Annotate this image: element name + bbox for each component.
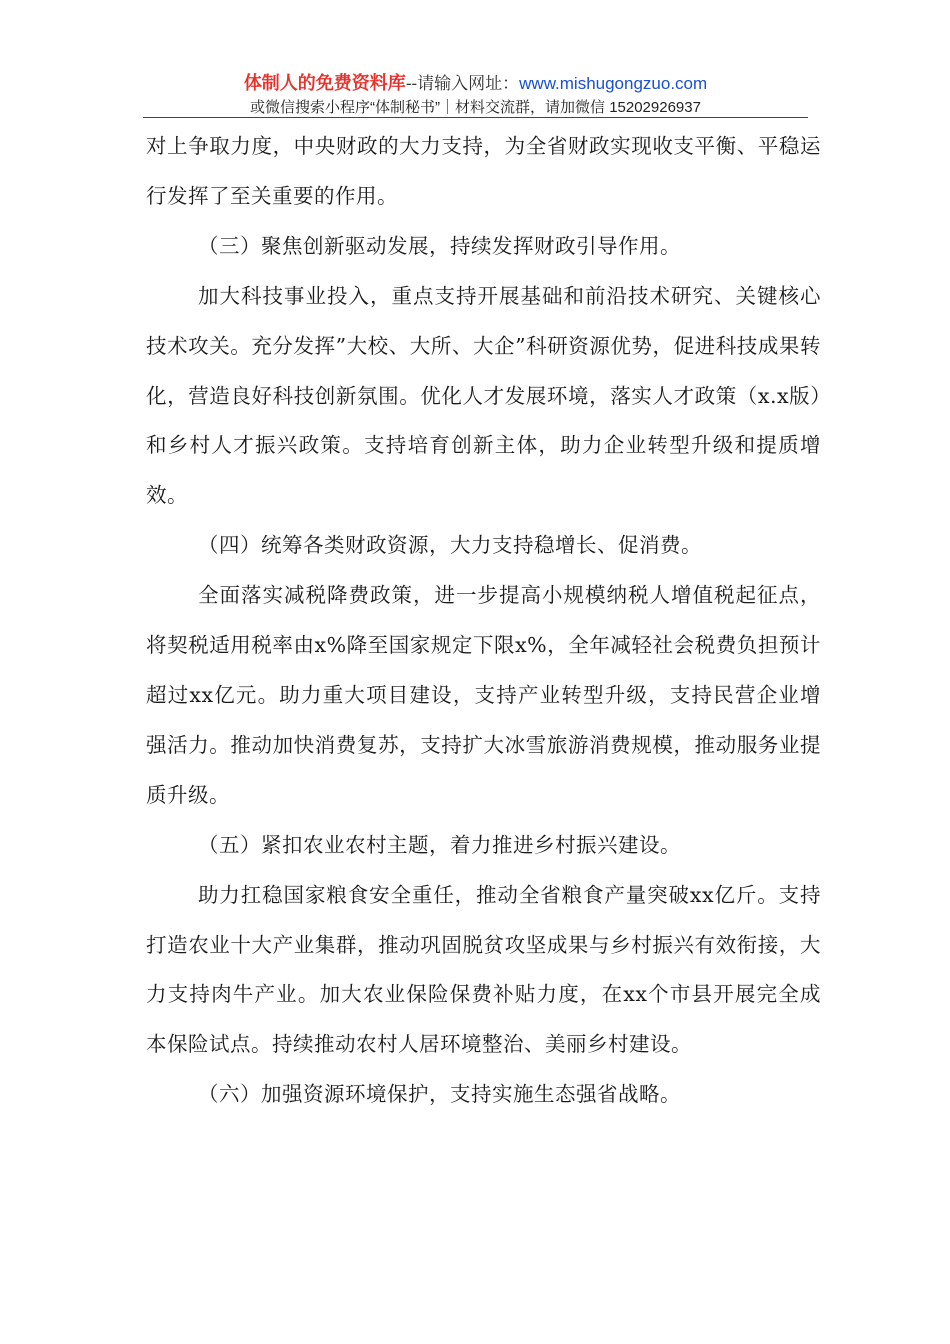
section-heading-6: （六）加强资源环境保护，支持实施生态强省战略。 xyxy=(198,1082,681,1107)
document-body xyxy=(146,122,821,1120)
header-line-1 xyxy=(143,70,808,97)
paragraph-section-5: 助力扛稳国家粮食安全重任，推动全省粮食产量突破xx亿斤。支持打造农业十大产业集群，推动巩固脱贫攻坚成果与乡村振兴有效衔接，大力支持肉牛产业。加大农业保险保费补贴力度，在xx个市县开展完全成本保险试点。持续推动农村人居环境整治、美丽乡村建设。 xyxy=(146,882,821,1057)
section-heading-5: （五）紧扣农业农村主题，着力推进乡村振兴建设。 xyxy=(198,832,681,857)
header-brand: 体制人的免费资料库 xyxy=(243,73,406,93)
paragraph-section-4: 全面落实减税降费政策，进一步提高小规模纳税人增值税起征点，将契税适用税率由x%降至国家规定下限x%，全年减轻社会税费负担预计超过xx亿元。助力重大项目建设，支持产业转型升级，支持民营企业增强活力。推动加快消费复苏，支持扩大冰雪旅游消费规模，推动服务业提质升级。 xyxy=(146,583,821,807)
header-line-2: 或微信搜索小程序“体制秘书”｜材料交流群，请加微信 15202926937 xyxy=(250,99,701,116)
paragraph-continuation: 对上争取力度，中央财政的大力支持，为全省财政实现收支平衡、平稳运行发挥了至关重要的作用。 xyxy=(146,134,821,208)
header-divider xyxy=(143,117,808,118)
section-heading-4: （四）统筹各类财政资源，大力支持稳增长、促消费。 xyxy=(198,533,702,558)
header-prompt: --请输入网址： xyxy=(405,74,520,93)
paragraph-section-3: 加大科技事业投入，重点支持开展基础和前沿技术研究、关键核心技术攻关。充分发挥”大校、大所、大企”科研资源优势，促进科技成果转化，营造良好科技创新氛围。优化人才发展环境，落实人才政策（x.x版）和乡村人才振兴政策。支持培育创新主体，助力企业转型升级和提质增效。 xyxy=(146,283,821,508)
header-url-link[interactable]: www.mishugongzuo.com xyxy=(519,74,708,93)
section-heading-3: （三）聚焦创新驱动发展，持续发挥财政引导作用。 xyxy=(198,233,681,258)
page-header xyxy=(143,70,808,119)
